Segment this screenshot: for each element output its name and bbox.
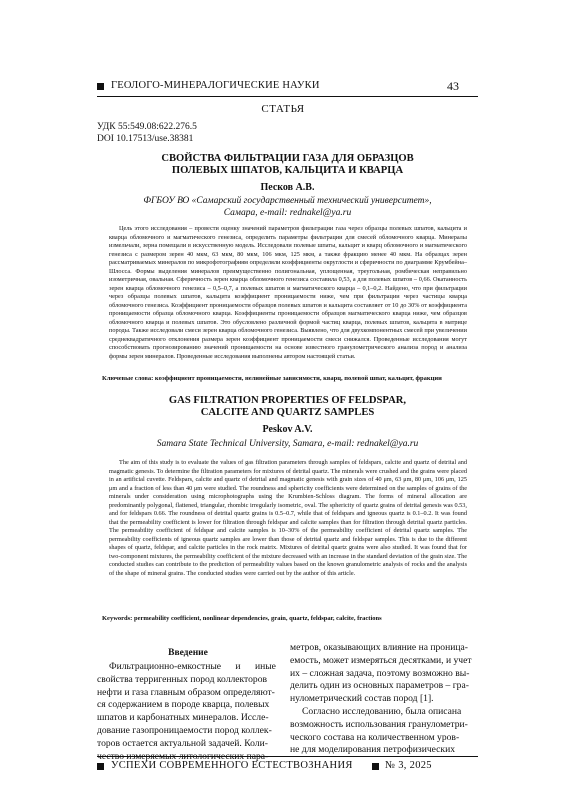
body-left-line: торов остается актуальной задачей. Коли-	[97, 737, 268, 749]
body-left-line: ся содержанием в породе кварца, полевых	[97, 699, 270, 711]
ru-keywords-list: коэффициент проницаемости, нелинейные зависимости, кварц, полевой шпат, кальцит, фракции	[154, 375, 442, 382]
ru-author: Песков А.В.	[260, 182, 315, 193]
body-left-line: Фильтрационно-емкостные и иные	[109, 661, 276, 672]
page-number: 43	[447, 79, 459, 93]
header-journal-section: ГЕОЛОГО-МИНЕРАЛОГИЧЕСКИЕ НАУКИ	[111, 80, 320, 91]
header-rule	[97, 96, 478, 97]
body-left-line: дование газопроницаемости пород коллек-	[97, 724, 272, 736]
ru-affiliation-line-2: Самара, e-mail: rednakel@ya.ru	[223, 208, 352, 218]
header-square-left-icon	[97, 83, 104, 90]
body-right-line: Согласно исследованию, была описана	[302, 705, 462, 717]
intro-heading: Введение	[168, 648, 208, 658]
body-left-line: свойства терригенных пород коллекторов	[97, 673, 268, 685]
body-right-line: метров, оказывающих влияние на проница-	[290, 642, 468, 653]
ru-title-line-1: СВОЙСТВА ФИЛЬТРАЦИИ ГАЗА ДЛЯ ОБРАЗЦОВ	[161, 153, 414, 164]
footer-rule	[97, 756, 478, 757]
ru-title-line-2: ПОЛЕВЫХ ШПАТОВ, КАЛЬЦИТА И КВАРЦА	[171, 165, 404, 176]
body-left-line: шпатов и карбонатных минералов. Иссле-	[97, 712, 269, 724]
doi: DOI 10.17513/use.38381	[97, 134, 194, 144]
running-footer	[97, 760, 478, 774]
en-title-line-2: CALCITE AND QUARTZ SAMPLES	[200, 407, 375, 418]
body-right-line: возможность использования гранулометри-	[290, 718, 468, 730]
body-right-line: ческого состава на количественном уров-	[290, 731, 460, 743]
body-left-line: нефти и газа главным образом определяют-	[97, 686, 275, 698]
body-column-left	[97, 661, 279, 763]
body-column-right	[290, 642, 478, 757]
footer-journal-title: УСПЕХИ СОВРЕМЕННОГО ЕСТЕСТВОЗНАНИЯ	[111, 760, 353, 771]
footer-square-left-icon	[97, 763, 104, 770]
body-right-line: не для моделирования петрофизических	[290, 744, 456, 756]
ru-abstract: Цель этого исследования – провести оценку значений параметров фильтрации газа через образцы полевых шпатов, кальцита и кварца обломочного и магматического генезиса, определить параметры фильтрации для смесей обломочного кварца. Минералы измельчали, зерна помещали в искусственную модель. Исследовали полевые шпаты, кальцит и кварц обломочного и магматического генезиса с размером зерен 40 мкм, 63 мкм, 80 мкм, 106 мкм, 125 мкм, а также фракцию менее 40 мкм. На образцах зерен рассматриваемых минералов по микрофотографиям определяли коэффициенты округлости и сферичности по диаграмме Крумбейна–Шлосса. Формы выделения минералов преимущественно полигональная, уплощенная, треугольная, ромбическая неправильно изометричная, овальная. Сферичность зерен кварца обломочного генезиса составила 0,53, а для полевых шпатов – 0,66. Окатанность зерен кварца обломочного генезиса – 0,5–0,7, а полевых шпатов и магматического кварца – 0,1–0,2. Найдено, что при фильтрации через образцы полевых шпатов, кальцита коэффициент проницаемости ниже, чем при фильтрации через частицы кварца обломочного генезиса. Коэффициент проницаемости образцов полевых шпатов и кальцита составляет от 10 до 30% от коэффициента проницаемости образца обломочного кварца. Коэффициенты проницаемости образцов магматического кварца ниже, чем образцов обломочного кварца и полевых шпатов. Это обусловлено различной формой частиц кварца, полевых шпатов, кальцита в матрице породы. Также исследовали смеси зерен кварца обломочного генезиса. Выявлено, что для двухкомпонентных смесей при увеличении среднеквадратичного отклонения размера зерен коэффициент проницаемости смеси снижался. Проведенные исследования могут способствовать прогнозированию значений проницаемости на основе известного гранулометрического анализа пород и анализа формы зерен минералов. Проведенные исследования выполнены автором настоящей статьи.	[109, 225, 467, 360]
body-right-line: делить один из основных параметров – гра-	[290, 680, 469, 692]
running-header	[97, 80, 477, 96]
body-right-line: их – сложная задача, поэтому возможно вы-	[290, 667, 470, 679]
en-author: Peskov A.V.	[262, 424, 313, 435]
section-label: СТАТЬЯ	[261, 103, 305, 115]
en-keywords	[102, 615, 472, 624]
body-left-line: чество измеряемых литологических пара-	[97, 750, 269, 762]
en-keywords-label: Keywords:	[102, 615, 133, 622]
body-right-line: нулометрический состав пород [1].	[290, 693, 434, 705]
footer-square-right-icon	[372, 763, 379, 770]
udk-code: УДК 55:549.08:622.276.5	[97, 122, 197, 132]
en-keywords-list: permeability coefficient, nonlinear dependencies, grain, quartz, feldspar, calcite, fractions	[133, 615, 382, 622]
en-abstract: The aim of this study is to evaluate the values of gas filtration parameters through samples of feldspars, calcite and quartz of detrital and magmatic genesis. To determine the filtration parameters for mixtures of detrital quartz. The minerals were crushed and the grains were placed in an artificial cuvette. Feldspars, calcite and quartz of detrital and magmatic genesis with grain sizes of 40 μm, 63 μm, 80 μm, 106 μm, 125 μm and a fraction of less than 40 μm were studied. The roundness and sphericity coefficients were determined on the samples of grains of the minerals under consideration using microphotographs using the Krumbien-Schloss diagram. The forms of mineral allocation are predominantly polygonal, flattened, triangular, rhombic irregularly isometric, oval. The sphericity of quartz grains of detrital genesis was 0.53, and for feldspars 0.66. The roundness of detrital quartz grains is 0.5–0.7, while that of feldspars and igneous quartz is 0.1–0.2. It was found that the permeability coefficient is lower for filtration through feldspar and calcite samples than for filtration through detrital quartz particles. The permeability coefficient of feldspar and calcite samples is 10–30% of the permeability coefficient of detrital quartz samples. The permeability coefficients of igneous quartz samples are lower than those of detrital quartz and feldspar samples. This is due to the different shapes of quartz, feldspar, and calcite particles in the rock matrix. Mixtures of detrital quartz grains were also studied. It was found that for two-component mixtures, the permeability coefficient of the mixture decreased with an increase in the standard deviation of the grain size. The conducted studies can contribute to the prediction of permeability values based on the known granulometric analysis of rocks and the analysis of the shape of mineral grains. The conducted studies were carried out by the author of this article.	[109, 459, 467, 577]
en-title-line-1: GAS FILTRATION PROPERTIES OF FELDSPAR,	[168, 395, 407, 406]
footer-issue: № 3, 2025	[385, 760, 432, 771]
ru-keywords	[102, 375, 472, 384]
ru-affiliation-line-1: ФГБОУ ВО «Самарский государственный технический университет»,	[143, 196, 432, 206]
body-right-line: емость, может измеряться десятками, и учет	[290, 654, 472, 666]
ru-keywords-label: Ключевые слова:	[102, 375, 154, 382]
en-affiliation: Samara State Technical University, Samara, e-mail: rednakel@ya.ru	[156, 439, 419, 449]
